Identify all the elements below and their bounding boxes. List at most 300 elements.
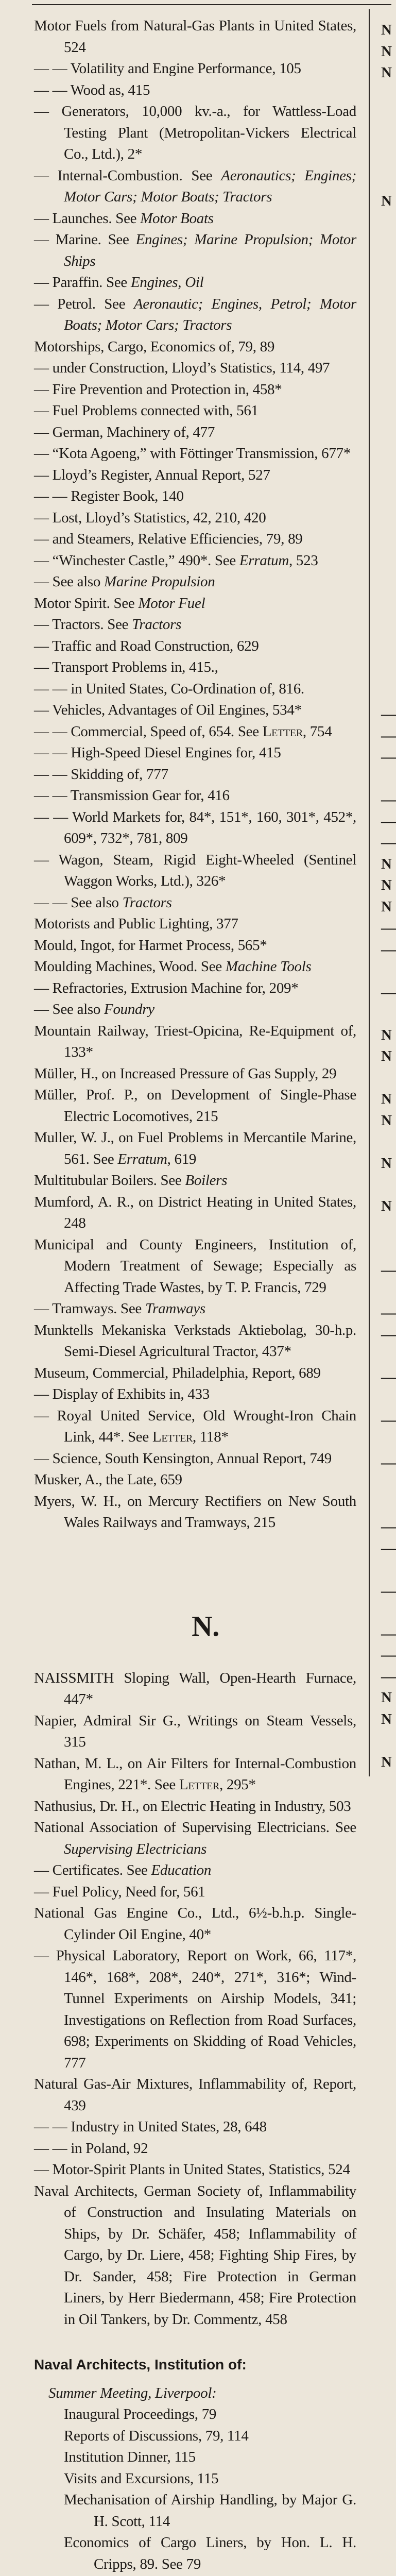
fragment-dash: — [381, 834, 396, 851]
fragment-blank [381, 683, 391, 704]
see-reference: Marine Propulsion [104, 573, 215, 590]
dash-marker: — — [34, 787, 71, 804]
index-entry [34, 956, 356, 978]
entry-text: Lloyd’s Register, Annual Report, 527 [52, 466, 270, 483]
index-entry [34, 807, 356, 850]
fragment-blank [381, 341, 391, 362]
fragment-glyph: N [381, 898, 392, 915]
fragment-glyph: N [381, 1710, 392, 1727]
entry-text: Register Book, 140 [71, 488, 184, 504]
fragment-dash: — [381, 727, 396, 744]
entry-text: and Steamers, Relative Efficiencies, 79, 89 [52, 531, 303, 547]
index-entry [34, 892, 356, 914]
fragment-blank [381, 127, 391, 148]
index-entry [34, 400, 356, 422]
index-entry [34, 15, 356, 58]
index-entry [34, 2074, 356, 2116]
index-entry [34, 700, 356, 721]
fragment-dash: — [381, 1539, 396, 1556]
fragment-blank [381, 768, 391, 790]
fragment-dash: — [381, 1625, 396, 1642]
index-entry [34, 2116, 356, 2138]
dash-marker: — [34, 1386, 53, 1402]
dash-marker: — [34, 979, 53, 996]
index-entry [34, 1192, 356, 1234]
page-reference: , 118* [193, 1429, 229, 1445]
dash-marker: — — [34, 744, 71, 761]
index-entry [34, 229, 356, 272]
fragment-blank [381, 148, 391, 170]
dash-marker: — [34, 2161, 53, 2178]
index-entry [34, 1668, 356, 1710]
fragment-blank [381, 1003, 391, 1025]
index-entry [34, 1469, 356, 1491]
fragment-glyph: N [381, 1026, 392, 1043]
fragment-blank [381, 105, 391, 127]
fragment-blank [381, 575, 391, 597]
index-entry [34, 294, 356, 336]
dash-marker: — [34, 466, 53, 483]
fragment-dash: — [381, 1411, 396, 1428]
entry-text: See also [52, 1001, 105, 1018]
index-entry [34, 1063, 356, 1085]
entry-text: Municipal and County Engineers, Institution of, Modern Treatment of Sewage; Especially as Affecting Trade Wastes, by T. P. Francis, 729 [34, 1236, 356, 1296]
see-reference: Erratum [239, 552, 289, 569]
entry-text: Science, South Kensington, Annual Report, 749 [52, 1450, 332, 1467]
index-entry [34, 679, 356, 700]
index-entry [34, 1817, 356, 1860]
meeting-item: Inaugural Proceedings, 79 [64, 2406, 217, 2422]
fragment-blank [381, 1559, 391, 1581]
entry-text: Mould, Ingot, for Harmet Process, 565* [34, 937, 267, 954]
index-entry [34, 2181, 356, 2331]
entry-text: Petrol. See [57, 295, 134, 312]
entry-text: National Gas Engine Co., Ltd., 6½-b.h.p. Single-Cylinder Oil Engine, 40* [34, 1905, 356, 1943]
index-entry [34, 1882, 356, 1903]
dash-marker: — [34, 274, 53, 291]
entry-text: Munktells Mekaniska Verkstads Aktiebolag, 30-h.p. Semi-Diesel Agricultural Tractor, 437* [34, 1321, 356, 1360]
entry-text: German, Machinery of, 477 [52, 423, 215, 440]
fragment-dash: — [381, 706, 396, 722]
fragment-glyph: N [381, 877, 392, 893]
index-entry [34, 935, 356, 957]
see-reference: Engines, Oil [130, 274, 204, 291]
index-entry [34, 529, 356, 550]
index-entry [34, 1796, 356, 1818]
fragment-blank [381, 1067, 391, 1089]
fragment-dash: — [381, 1668, 396, 1685]
fragment-blank [381, 383, 391, 405]
fragment-glyph: N [381, 1112, 392, 1129]
fragment-blank [381, 1174, 391, 1196]
index-entry [34, 614, 356, 636]
entry-text: Refractories, Extrusion Machine for, 209* [52, 979, 299, 996]
top-rule [32, 4, 391, 5]
entry-text: Certificates. See [52, 1862, 151, 1878]
fragment-glyph: N [381, 193, 392, 209]
entry-text: Fuel Policy, Need for, 561 [52, 1883, 205, 1900]
index-entry [34, 1491, 356, 1534]
dash-marker: — [34, 509, 53, 526]
dash-marker: — — [34, 766, 71, 783]
entry-text: in United States, Co-Ordination of, 816. [71, 680, 304, 697]
index-entry [34, 999, 356, 1021]
index-entry [34, 422, 356, 444]
fragment-glyph: N [381, 43, 392, 60]
dash-marker: — [34, 1862, 53, 1878]
entry-text: Museum, Commercial, Philadelphia, Report, 689 [34, 1364, 321, 1381]
dash-marker: — — [34, 488, 71, 504]
fragment-blank [381, 1602, 391, 1623]
fragment-dash: — [381, 941, 396, 958]
index-entry [34, 379, 356, 401]
entry-text: Traffic and Road Construction, 629 [52, 637, 259, 654]
see-reference: Erratum [117, 1150, 167, 1167]
fragment-glyph: N [381, 22, 392, 38]
dash-marker: — [34, 1883, 53, 1900]
dash-marker: — — [34, 680, 71, 697]
fragment-glyph: N [381, 855, 392, 872]
entry-text: Nathusius, Dr. H., on Electric Heating in Industry, 503 [34, 1798, 351, 1815]
naval-architects-heading: Naval Architects, Institution of: [34, 2357, 247, 2372]
fragment-blank [381, 1473, 391, 1495]
fragment-dash: — [381, 791, 396, 808]
dash-marker: — [34, 1407, 57, 1424]
entry-text: National Association of Supervising Electricians. See [34, 1819, 356, 1836]
dash-marker: — [34, 210, 53, 227]
dash-marker: — [34, 1450, 53, 1467]
fragment-dash: — [381, 920, 396, 936]
meeting-item: Visits and Excursions, 115 [64, 2470, 219, 2487]
index-entry [34, 58, 356, 80]
entry-text: Nathan, M. L., on Air Filters for Internal-Combustion Engines, 221*. See [34, 1755, 356, 1793]
fragment-blank [381, 1131, 391, 1153]
entry-text: Skidding of, 777 [71, 766, 168, 783]
index-column [34, 15, 356, 2576]
fragment-blank [381, 960, 391, 982]
entry-text: Muller, W. J., on Fuel Problems in Mercantile Marine, 561. See [34, 1129, 356, 1167]
dash-marker: — [34, 552, 53, 569]
dash-marker: — [34, 381, 53, 398]
entry-text: Transport Problems in, 415., [52, 659, 218, 675]
index-entry [34, 593, 356, 615]
dash-marker: — [34, 851, 59, 868]
dash-marker: — [34, 1947, 56, 1964]
see-reference: Education [151, 1862, 212, 1878]
index-entry [34, 1448, 356, 1470]
entry-text: in Poland, 92 [71, 2140, 148, 2157]
entry-text: Moulding Machines, Wood. See [34, 958, 226, 975]
entry-text: Müller, H., on Increased Pressure of Gas Supply, 29 [34, 1065, 337, 1082]
see-reference: Foundry [104, 1001, 154, 1018]
fragment-dash: — [381, 1647, 396, 1663]
entry-text: “Winchester Castle,” 490*. See [52, 552, 239, 569]
section-letter-n: N. [192, 1610, 219, 1642]
index-entry [34, 465, 356, 486]
index-entry [34, 1084, 356, 1127]
fragment-glyph: N [381, 1048, 392, 1064]
entry-text: Multitubular Boilers. See [34, 1172, 185, 1189]
fragment-dash: — [381, 749, 396, 765]
entry-text: Myers, W. H., on Mercury Rectifiers on New South Wales Railways and Tramways, 215 [34, 1493, 356, 1531]
dash-marker: — — [34, 81, 71, 98]
fragment-blank [381, 554, 391, 576]
index-entry [34, 1753, 356, 1796]
see-reference: Boilers [185, 1172, 228, 1189]
fragment-blank [381, 661, 391, 683]
fragment-blank [381, 1388, 391, 1410]
entry-text: Display of Exhibits in, 433 [52, 1386, 210, 1402]
index-entry [34, 2159, 356, 2181]
meeting-item: Economics of Cargo Liners, by Hon. L. H. Cripps, 89. See 79 [64, 2534, 356, 2572]
section-n-entries [34, 1668, 356, 2331]
see-reference: Tractors [122, 894, 172, 911]
entry-text: World Markets for, 84*, 151*, 160, 301*, 452*, 609*, 732*, 781, 809 [64, 808, 356, 846]
fragment-blank [381, 1730, 391, 1752]
dash-marker: — — [34, 2140, 71, 2157]
index-entry [34, 721, 356, 743]
index-entry [34, 486, 356, 507]
fragment-blank [381, 512, 391, 533]
entry-text: Tramways. See [52, 1300, 145, 1317]
dash-marker: — [34, 637, 53, 654]
dash-marker: — [34, 402, 53, 419]
index-entry [34, 80, 356, 101]
fragment-dash: — [381, 984, 396, 1001]
index-entry [34, 1021, 356, 1063]
dash-marker: — [34, 573, 53, 590]
dash-marker: — — [34, 2119, 71, 2135]
entry-text: Wagon, Steam, Rigid Eight-Wheeled (Sentinel Waggon Works, Ltd.), 326* [58, 851, 356, 889]
dash-marker: — [34, 295, 58, 312]
index-entry [34, 1234, 356, 1299]
entry-text: Naval Architects, German Society of, Inflammability of Construction and Insulating Materials on Ships, by Dr. Schäfer, 458; Inflammability of Cargo, by Dr. Liere, 458; Fighting Ship Fires, by Dr. Sander, 458; Fire Protection in German Liners, by Herr Biedermann, 458; Fire Protection in Oil Tankers, by Dr. Commentz, 458 [34, 2182, 356, 2328]
entry-text: Motor-Spirit Plants in United States, Statistics, 524 [52, 2161, 350, 2178]
see-reference: Tramways [145, 1300, 205, 1317]
index-entry [34, 764, 356, 786]
fragment-dash: — [381, 1368, 396, 1385]
entry-text: Volatility and Engine Performance, 105 [70, 60, 301, 77]
meeting-item: Reports of Discussions, 79, 114 [64, 2427, 249, 2444]
index-entry [34, 1127, 356, 1170]
fragment-glyph: N [381, 64, 392, 81]
index-entry [34, 1945, 356, 2074]
fragment-dash: — [381, 1304, 396, 1321]
entry-text: Müller, Prof. P., on Development of Single-Phase Electric Locomotives, 215 [34, 1087, 356, 1125]
fragment-blank [381, 618, 391, 640]
see-reference: Motor Fuel [138, 595, 205, 612]
fragment-dash: — [381, 1518, 396, 1535]
fragment-blank [381, 1239, 391, 1260]
fragment-dash: — [381, 1582, 396, 1599]
entry-text: Motorships, Cargo, Economics of, 79, 89 [34, 338, 275, 355]
fragment-blank [381, 490, 391, 512]
fragment-blank [381, 640, 391, 662]
entry-text: Napier, Admiral Sir G., Writings on Steam Vessels, 315 [34, 1712, 356, 1750]
fragment-glyph: N [381, 1155, 392, 1172]
entry-text: Industry in United States, 28, 648 [71, 2119, 267, 2135]
fragment-blank [381, 276, 391, 298]
entry-text: Paraffin. See [52, 274, 131, 291]
fragment-blank [381, 404, 391, 426]
fragment-blank [381, 212, 391, 234]
dash-marker: — — [34, 60, 71, 77]
index-entry [34, 1405, 356, 1448]
index-entry [34, 272, 356, 294]
entry-text: Musker, A., the Late, 659 [34, 1471, 182, 1488]
fragment-blank [381, 1345, 391, 1367]
entry-text: Mountain Railway, Triest-Opicina, Re-Equipment of, 133* [34, 1022, 356, 1060]
fragment-blank [381, 298, 391, 319]
see-reference: Aeronautics; Engines; Motor Cars; Motor Boats; Tractors [64, 167, 356, 205]
dash-marker: — [34, 167, 58, 184]
meeting-items [34, 2404, 356, 2576]
entry-text: Launches. See [52, 210, 141, 227]
index-entry [34, 1363, 356, 1384]
index-entry [34, 1860, 356, 1882]
fragment-blank [381, 469, 391, 490]
dash-marker: — [34, 1300, 53, 1317]
entry-text: Physical Laboratory, Report on Work, 66, 117*, 146*, 168*, 208*, 240*, 271*, 316*; Wind-Tunnel Experiments on Airship Models, 341; Investigations on Reflection from Road Surfaces, 698; Experiments on Skidding of Road Vehicles, 777 [56, 1947, 357, 2071]
index-entry [34, 1320, 356, 1363]
fragment-blank [381, 362, 391, 383]
fragment-blank [381, 233, 391, 255]
index-entry [34, 1903, 356, 1945]
dash-marker: — [34, 1001, 53, 1018]
meeting-item: Institution Dinner, 115 [64, 2449, 196, 2465]
dash-marker: — [34, 360, 53, 376]
fragment-glyph: N [381, 1753, 392, 1770]
index-entry [34, 1170, 356, 1192]
dash-marker: — [34, 423, 53, 440]
fragment-blank [381, 597, 391, 619]
fragment-blank [381, 1495, 391, 1517]
fragment-blank [381, 1281, 391, 1303]
entry-text: Motorists and Public Lighting, 377 [34, 916, 238, 932]
index-entry [34, 978, 356, 999]
fragment-glyph: N [381, 1091, 392, 1107]
index-entry [34, 443, 356, 465]
see-reference: Machine Tools [225, 958, 312, 975]
dash-marker: — — [34, 894, 71, 911]
dash-marker: — [34, 445, 53, 462]
index-entry [34, 785, 356, 807]
adjacent-column-fragment [381, 20, 396, 1773]
index-entry [34, 358, 356, 379]
dash-marker: — [34, 702, 53, 718]
index-entry [34, 1710, 356, 1753]
index-entry [34, 507, 356, 529]
entry-text: Royal United Service, Old Wrought-Iron Chain Link, 44*. See [57, 1407, 357, 1445]
dash-marker: — — [34, 808, 72, 825]
index-entry [34, 550, 356, 572]
see-reference: Aeronautic; Engines, Petrol; Motor Boats; Motor Cars; Tractors [64, 295, 356, 333]
index-entry [34, 571, 356, 593]
entry-text: Transmission Gear for, 416 [70, 787, 230, 804]
entry-text: Natural Gas-Air Mixtures, Inflammability of, Report, 439 [34, 2076, 356, 2114]
entry-text: Fire Prevention and Protection in, 458* [52, 381, 282, 398]
entry-text: Generators, 10,000 kv.-a., for Wattless-Load Testing Plant (Metropolitan-Vickers Electrical Co., Ltd.), 2* [61, 103, 357, 162]
entry-text: Motor Fuels from Natural-Gas Plants in United States, 524 [34, 18, 356, 56]
fragment-blank [381, 1217, 391, 1239]
fragment-blank [381, 319, 391, 341]
entry-text: Vehicles, Advantages of Oil Engines, 534* [52, 702, 302, 718]
fragment-blank [381, 533, 391, 554]
dash-marker: — [34, 659, 53, 675]
index-entry [34, 2138, 356, 2160]
fragment-dash: — [381, 1454, 396, 1471]
see-reference: Engines; Marine Propulsion; Motor Ships [64, 231, 356, 269]
index-entry [34, 101, 356, 165]
section-m-entries [34, 15, 356, 1534]
index-entry [34, 1384, 356, 1405]
entry-text: NAISSMITH Sloping Wall, Open-Hearth Furnace, 447* [34, 1669, 356, 1707]
entry-text: Mumford, A. R., on District Heating in United States, 248 [34, 1193, 356, 1231]
index-entry [34, 913, 356, 935]
column-divider [369, 9, 370, 1776]
entry-text: Commercial, Speed of, 654. See [71, 723, 263, 740]
entry-text: Tractors. See [52, 616, 132, 633]
fragment-dash: — [381, 812, 396, 829]
entry-text: Internal-Combustion. See [57, 167, 221, 184]
dash-marker: — [34, 231, 56, 248]
index-entry [34, 657, 356, 679]
entry-text: Lost, Lloyd’s Statistics, 42, 210, 420 [52, 509, 266, 526]
entry-text: Fuel Problems connected with, 561 [52, 402, 259, 419]
dash-marker: — [34, 531, 53, 547]
fragment-dash: — [381, 1326, 396, 1343]
letter-reference: Letter [179, 1776, 219, 1793]
fragment-blank [381, 84, 391, 106]
page-reference: , 523 [289, 552, 318, 569]
letter-reference: Letter [152, 1429, 193, 1445]
entry-text: Motor Spirit. See [34, 595, 139, 612]
entry-text: under Construction, Lloyd’s Statistics, 114, 497 [52, 360, 330, 376]
entry-text: Wood as, 415 [70, 81, 150, 98]
page-reference: , 754 [302, 723, 332, 740]
fragment-glyph: N [381, 1197, 392, 1214]
fragment-blank [381, 1431, 391, 1452]
letter-reference: Letter [262, 723, 303, 740]
index-entry [34, 850, 356, 892]
page-reference: , 295* [219, 1776, 256, 1793]
entry-text: Marine. See [55, 231, 136, 248]
entry-text: “Kota Agoeng,” with Föttinger Transmission, 677* [52, 445, 351, 462]
dash-marker: — [34, 103, 62, 120]
index-entry [34, 208, 356, 230]
index-entry [34, 742, 356, 764]
meeting-title: Summer Meeting, Liverpool: [48, 2384, 217, 2401]
fragment-blank [381, 447, 391, 469]
index-entry [34, 165, 356, 208]
see-reference: Motor Boats [140, 210, 214, 227]
entry-text: See also [52, 573, 105, 590]
index-entry [34, 636, 356, 657]
see-reference: Supervising Electricians [64, 1840, 207, 1857]
fragment-blank [381, 170, 391, 191]
fragment-dash: — [381, 1262, 396, 1278]
entry-text: High-Speed Diesel Engines for, 415 [71, 744, 281, 761]
entry-text: See also [71, 894, 123, 911]
index-entry [34, 1298, 356, 1320]
fragment-glyph: N [381, 1689, 392, 1706]
index-entry [34, 336, 356, 358]
see-reference: Tractors [132, 616, 182, 633]
meeting-item: Mechanisation of Airship Handling, by Major G. H. Scott, 114 [64, 2492, 356, 2530]
fragment-blank [381, 426, 391, 448]
dash-marker: — [34, 616, 53, 633]
page-reference: , 619 [167, 1150, 197, 1167]
